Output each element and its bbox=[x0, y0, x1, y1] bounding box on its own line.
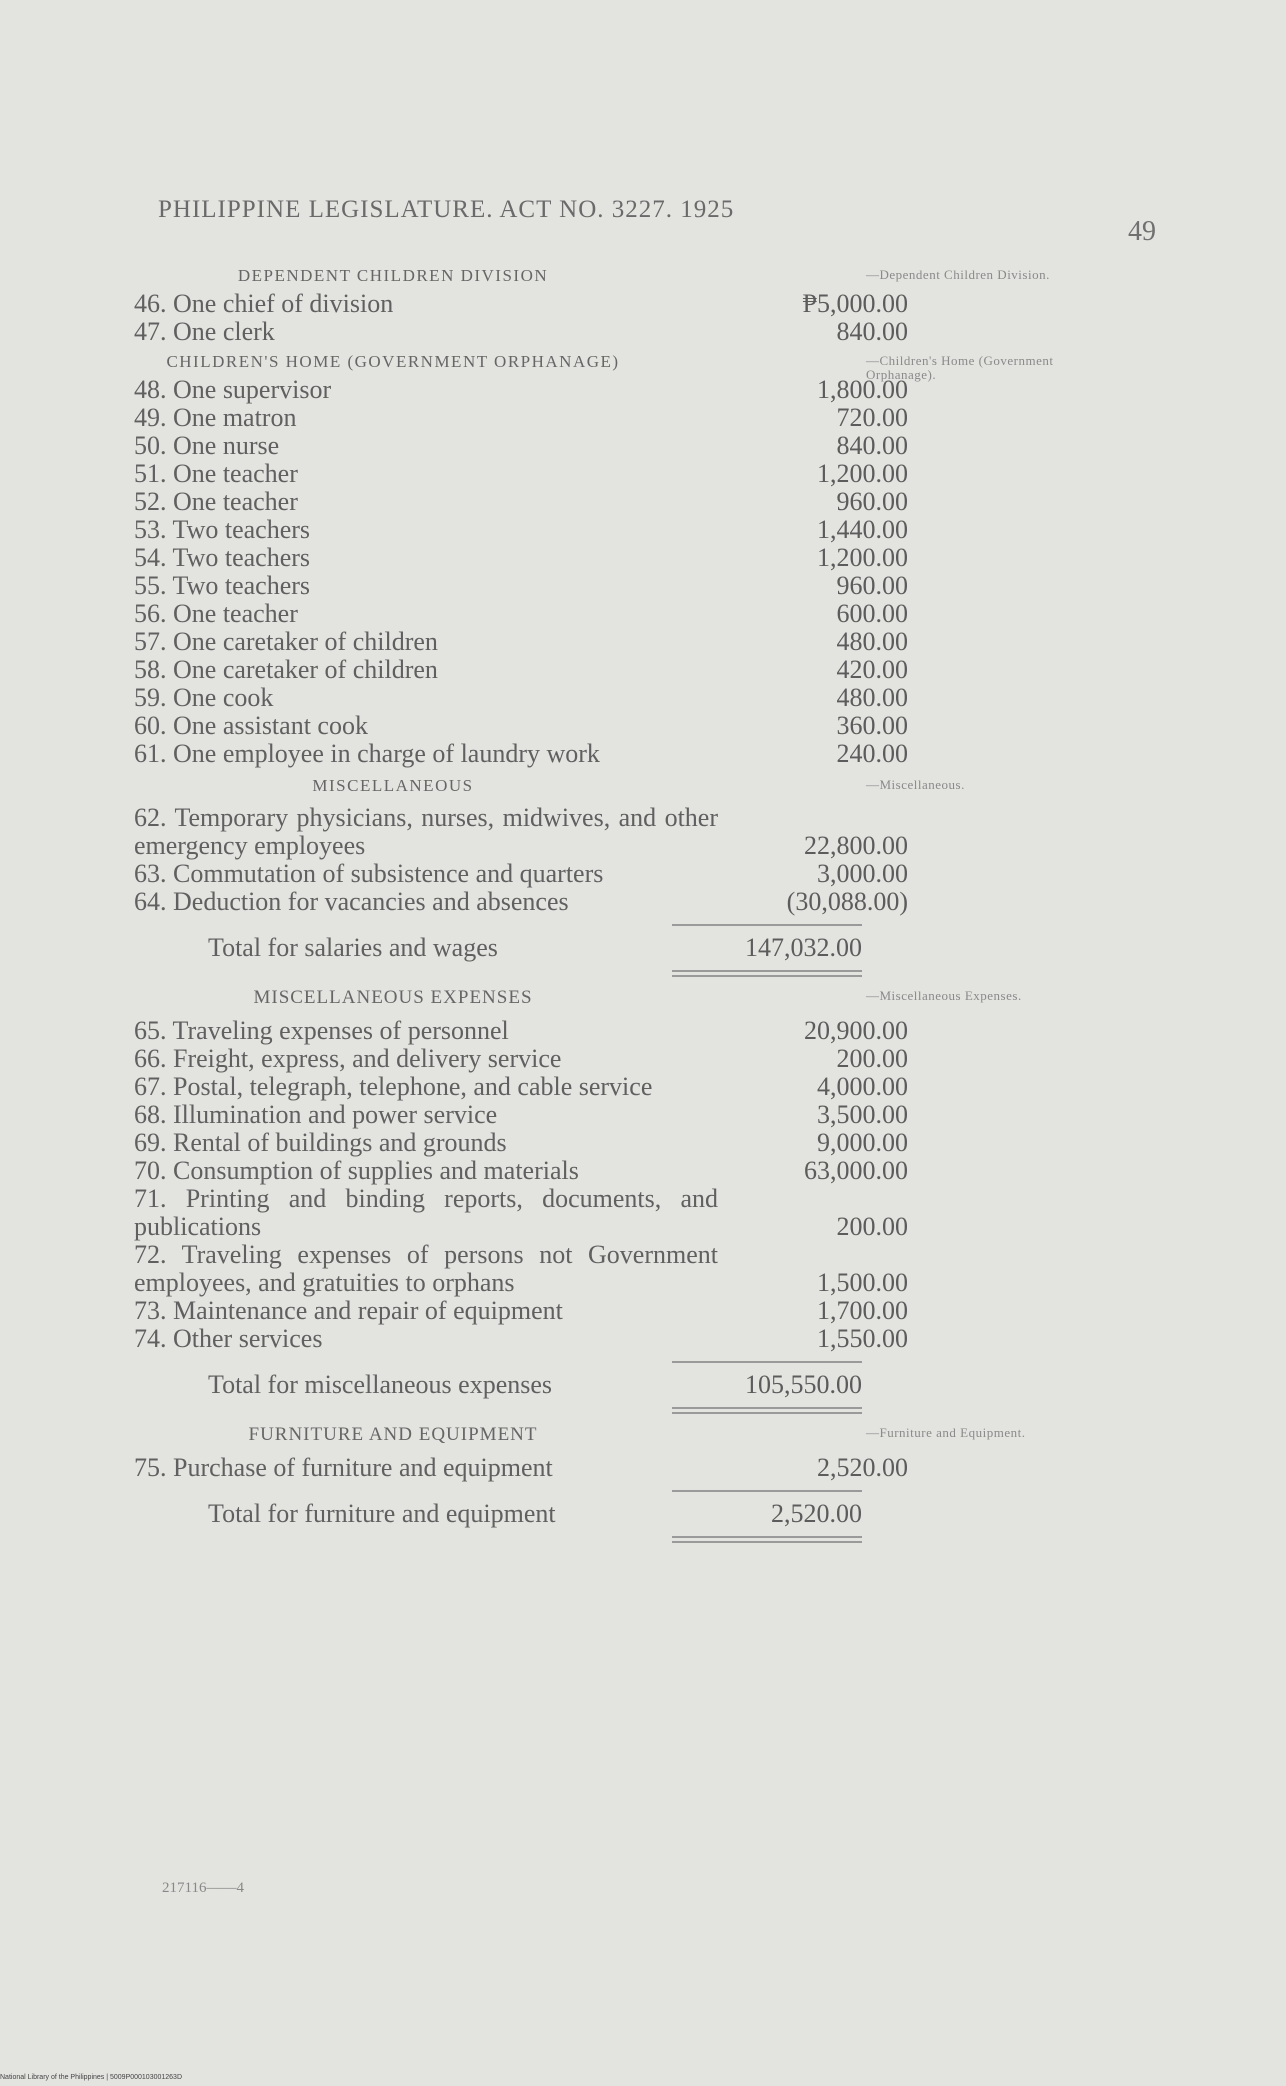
item-amount: 840.00 bbox=[836, 431, 908, 460]
item-desc: 62. Temporary physicians, nurses, midwives, and other emergency employees bbox=[134, 804, 718, 860]
page-number: 49 bbox=[1128, 216, 1156, 247]
item-amount: 1,700.00 bbox=[817, 1296, 908, 1325]
table-row bbox=[88, 375, 908, 404]
total-label: Total for salaries and wages bbox=[208, 934, 498, 962]
item-amount: 480.00 bbox=[836, 683, 908, 712]
table-row bbox=[88, 1016, 908, 1045]
item-desc: 60. One assistant cook bbox=[134, 712, 368, 740]
section-title-furniture bbox=[88, 1424, 1026, 1446]
table-row bbox=[88, 1100, 908, 1129]
table-row bbox=[88, 571, 908, 600]
item-amount: 1,200.00 bbox=[817, 459, 908, 488]
item-amount: 1,440.00 bbox=[817, 515, 908, 544]
item-amount: 360.00 bbox=[836, 711, 908, 740]
item-amount: 9,000.00 bbox=[817, 1128, 908, 1157]
total-amount: 105,550.00 bbox=[745, 1370, 862, 1399]
item-amount: 600.00 bbox=[836, 599, 908, 628]
margin-note: —Miscellaneous Expenses. bbox=[866, 988, 1022, 1003]
item-desc: 61. One employee in charge of laundry work bbox=[134, 740, 600, 768]
subtotal-rule bbox=[672, 1361, 862, 1363]
item-desc: 75. Purchase of furniture and equipment bbox=[134, 1454, 553, 1482]
table-row bbox=[88, 1296, 908, 1325]
table-row bbox=[88, 1156, 908, 1185]
item-desc: 69. Rental of buildings and grounds bbox=[134, 1129, 507, 1157]
table-row bbox=[88, 459, 908, 488]
item-desc: 64. Deduction for vacancies and absences bbox=[134, 888, 569, 916]
item-desc: 71. Printing and binding reports, documents, and publications bbox=[134, 1185, 718, 1241]
item-desc: 70. Consumption of supplies and materials bbox=[134, 1157, 579, 1185]
table-row bbox=[88, 655, 908, 684]
total-amount: 147,032.00 bbox=[745, 933, 862, 962]
section-title-text: MISCELLANEOUS bbox=[312, 776, 474, 795]
table-row bbox=[88, 289, 908, 318]
subtotal-rule bbox=[672, 924, 862, 926]
item-amount: 960.00 bbox=[836, 487, 908, 516]
signature-code: 217116——4 bbox=[162, 1880, 244, 1896]
section-title-text: MISCELLANEOUS EXPENSES bbox=[253, 987, 533, 1008]
item-desc: 54. Two teachers bbox=[134, 544, 311, 572]
item-amount: 240.00 bbox=[836, 739, 908, 768]
table-row bbox=[88, 1044, 908, 1073]
item-amount: 20,900.00 bbox=[804, 1016, 908, 1045]
running-head: PHILIPPINE LEGISLATURE. ACT NO. 3227. 1925 bbox=[158, 196, 735, 223]
item-amount: 4,000.00 bbox=[817, 1072, 908, 1101]
section-title-dependent-children bbox=[88, 266, 1050, 286]
item-desc: 49. One matron bbox=[134, 404, 297, 432]
margin-note: —Miscellaneous. bbox=[866, 777, 965, 792]
item-amount: 1,500.00 bbox=[817, 1268, 908, 1297]
item-desc: 65. Traveling expenses of personnel bbox=[134, 1017, 509, 1045]
appropriation-table bbox=[88, 260, 1054, 1553]
archive-strip: National Library of the Philippines | 5009P000103001263D bbox=[0, 2074, 183, 2081]
table-row bbox=[88, 1128, 908, 1157]
item-amount: 200.00 bbox=[836, 1044, 908, 1073]
table-row bbox=[88, 859, 908, 888]
total-amount: 2,520.00 bbox=[771, 1499, 862, 1528]
item-desc: 58. One caretaker of children bbox=[134, 656, 438, 684]
item-desc: 50. One nurse bbox=[134, 432, 280, 460]
table-row bbox=[88, 317, 908, 346]
item-desc: 51. One teacher bbox=[134, 460, 298, 488]
table-row bbox=[88, 431, 908, 460]
table-row bbox=[88, 1072, 908, 1101]
margin-note: —Furniture and Equipment. bbox=[866, 1425, 1026, 1440]
item-desc: 73. Maintenance and repair of equipment bbox=[134, 1297, 563, 1325]
item-desc: 67. Postal, telegraph, telephone, and cable service bbox=[134, 1073, 653, 1101]
item-desc: 55. Two teachers bbox=[134, 572, 311, 600]
item-amount: 1,200.00 bbox=[817, 543, 908, 572]
item-amount: (30,088.00) bbox=[786, 887, 908, 916]
section-title-childrens-home bbox=[88, 352, 1054, 382]
total-double-rule bbox=[672, 970, 862, 977]
item-amount: 200.00 bbox=[836, 1212, 908, 1241]
item-amount: 2,520.00 bbox=[817, 1453, 908, 1482]
total-misc-row bbox=[88, 1371, 866, 1399]
item-amount: ₱5,000.00 bbox=[802, 289, 908, 318]
item-desc: 57. One caretaker of children bbox=[134, 628, 438, 656]
item-amount: 960.00 bbox=[836, 571, 908, 600]
section-title-miscellaneous bbox=[88, 776, 965, 796]
item-desc: 53. Two teachers bbox=[134, 516, 311, 544]
table-row bbox=[88, 804, 908, 860]
item-desc: 52. One teacher bbox=[134, 488, 298, 516]
item-amount: 1,550.00 bbox=[817, 1324, 908, 1353]
item-desc: 74. Other services bbox=[134, 1325, 323, 1353]
item-amount: 63,000.00 bbox=[804, 1156, 908, 1185]
margin-note: —Dependent Children Division. bbox=[866, 267, 1050, 282]
section-title-misc-expenses bbox=[88, 987, 1022, 1009]
margin-note: —Children's Home (Government Orphanage). bbox=[866, 353, 1054, 382]
item-amount: 3,000.00 bbox=[817, 859, 908, 888]
table-row bbox=[88, 887, 908, 916]
table-row bbox=[88, 1185, 908, 1241]
table-row bbox=[88, 487, 908, 516]
section-title-text: DEPENDENT CHILDREN DIVISION bbox=[237, 266, 549, 285]
item-desc: 48. One supervisor bbox=[134, 376, 332, 404]
item-amount: 720.00 bbox=[836, 403, 908, 432]
item-amount: 840.00 bbox=[836, 317, 908, 346]
table-row bbox=[88, 1453, 908, 1482]
total-label: Total for furniture and equipment bbox=[208, 1500, 556, 1528]
section-title-text: CHILDREN'S HOME (GOVERNMENT ORPHANAGE) bbox=[166, 352, 620, 371]
item-amount: 1,800.00 bbox=[817, 375, 908, 404]
item-amount: 22,800.00 bbox=[804, 831, 908, 860]
table-row bbox=[88, 1241, 908, 1297]
table-row bbox=[88, 711, 908, 740]
item-amount: 480.00 bbox=[836, 627, 908, 656]
total-label: Total for miscellaneous expenses bbox=[208, 1371, 553, 1399]
table-row bbox=[88, 543, 908, 572]
table-row bbox=[88, 515, 908, 544]
item-amount: 420.00 bbox=[836, 655, 908, 684]
item-desc: 56. One teacher bbox=[134, 600, 298, 628]
item-desc: 68. Illumination and power service bbox=[134, 1101, 498, 1129]
total-salaries-row bbox=[88, 934, 866, 962]
table-row bbox=[88, 683, 908, 712]
table-row bbox=[88, 1324, 908, 1353]
item-desc: 66. Freight, express, and delivery service bbox=[134, 1045, 562, 1073]
item-desc: 47. One clerk bbox=[134, 318, 275, 346]
subtotal-rule bbox=[672, 1490, 862, 1492]
item-desc: 72. Traveling expenses of persons not Government employees, and gratuities to orphans bbox=[134, 1241, 718, 1297]
table-row bbox=[88, 403, 908, 432]
total-double-rule bbox=[672, 1407, 862, 1414]
table-row bbox=[88, 627, 908, 656]
item-desc: 46. One chief of division bbox=[134, 290, 394, 318]
section-title-text: FURNITURE AND EQUIPMENT bbox=[248, 1424, 538, 1445]
total-double-rule bbox=[672, 1536, 862, 1543]
table-row bbox=[88, 599, 908, 628]
item-desc: 63. Commutation of subsistence and quarters bbox=[134, 860, 604, 888]
total-furniture-row bbox=[88, 1500, 866, 1528]
item-amount: 3,500.00 bbox=[817, 1100, 908, 1129]
table-row bbox=[88, 739, 908, 768]
item-desc: 59. One cook bbox=[134, 684, 274, 712]
